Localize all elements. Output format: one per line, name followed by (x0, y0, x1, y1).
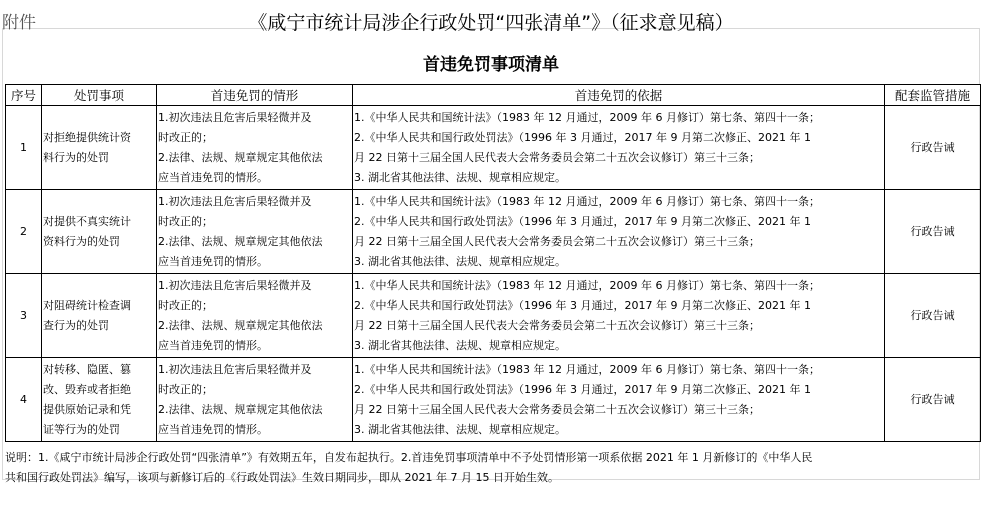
situation-line: 2.法律、法规、规章规定其他依法 (158, 318, 323, 332)
row-situation (157, 274, 353, 358)
row-no: 4 (6, 358, 42, 442)
table-row (6, 190, 981, 274)
basis-line: 月 22 日第十三届全国人民代表大会常务委员会第二十五次会议修订）第三十三条； (354, 150, 760, 164)
basis-line: 月 22 日第十三届全国人民代表大会常务委员会第二十五次会议修订）第三十三条； (354, 318, 760, 332)
header-no: 序号 (6, 85, 42, 106)
row-basis (353, 190, 885, 274)
row-item (42, 358, 157, 442)
basis-line: 2.《中华人民共和国行政处罚法》（1996 年 3 月通过，2017 年 9 月第二次修正、2021 年 1 (354, 130, 811, 144)
row-item (42, 106, 157, 190)
basis-line: 1.《中华人民共和国统计法》（1983 年 12 月通过，2009 年 6 月修订）第七条、第四十一条； (354, 194, 820, 208)
attachment-label: 附件 (2, 13, 36, 33)
basis-line: 1.《中华人民共和国统计法》（1983 年 12 月通过，2009 年 6 月修订）第七条、第四十一条； (354, 110, 820, 124)
header-measure: 配套监管措施 (885, 85, 981, 106)
row-situation (157, 106, 353, 190)
situation-line: 应当首违免罚的情形。 (158, 338, 268, 352)
item-line: 资料行为的处罚 (43, 234, 120, 248)
table-row (6, 106, 981, 190)
item-line: 证等行为的处罚 (43, 422, 120, 436)
row-no: 2 (6, 190, 42, 274)
row-no: 3 (6, 274, 42, 358)
row-measure: 行政告诫 (885, 190, 981, 274)
row-no: 1 (6, 106, 42, 190)
item-line: 对拒绝提供统计资 (43, 130, 131, 144)
basis-line: 2.《中华人民共和国行政处罚法》（1996 年 3 月通过，2017 年 9 月第二次修正、2021 年 1 (354, 214, 811, 228)
situation-line: 时改正的； (158, 130, 213, 144)
row-basis (353, 358, 885, 442)
basis-line: 月 22 日第十三届全国人民代表大会常务委员会第二十五次会议修订）第三十三条； (354, 234, 760, 248)
basis-line: 3. 湖北省其他法律、法规、规章相应规定。 (354, 338, 566, 352)
basis-line: 月 22 日第十三届全国人民代表大会常务委员会第二十五次会议修订）第三十三条； (354, 402, 760, 416)
basis-line: 2.《中华人民共和国行政处罚法》（1996 年 3 月通过，2017 年 9 月第二次修正、2021 年 1 (354, 298, 811, 312)
row-measure: 行政告诫 (885, 106, 981, 190)
situation-line: 2.法律、法规、规章规定其他依法 (158, 234, 323, 248)
table-row (6, 358, 981, 442)
situation-line: 时改正的； (158, 298, 213, 312)
item-line: 料行为的处罚 (43, 150, 109, 164)
situation-line: 1.初次违法且危害后果轻微并及 (158, 278, 312, 292)
situation-line: 应当首违免罚的情形。 (158, 254, 268, 268)
situation-line: 2.法律、法规、规章规定其他依法 (158, 402, 323, 416)
situation-line: 2.法律、法规、规章规定其他依法 (158, 150, 323, 164)
row-basis (353, 274, 885, 358)
item-line: 对提供不真实统计 (43, 214, 131, 228)
situation-line: 1.初次违法且危害后果轻微并及 (158, 110, 312, 124)
basis-line: 2.《中华人民共和国行政处罚法》（1996 年 3 月通过，2017 年 9 月第二次修正、2021 年 1 (354, 382, 811, 396)
item-line: 对转移、隐匿、篡 (43, 362, 131, 376)
table-header-row (6, 85, 981, 106)
table-row (6, 274, 981, 358)
list-title: 首违免罚事项清单 (423, 55, 559, 75)
footnote-line: 共和国行政处罚法》编写，该项与新修订后的《行政处罚法》生效日期同步，即从 2021 年 7 月 15 日开始生效。 (5, 471, 559, 484)
item-line: 提供原始记录和凭 (43, 402, 131, 416)
row-item (42, 190, 157, 274)
row-measure: 行政告诫 (885, 358, 981, 442)
basis-line: 3. 湖北省其他法律、法规、规章相应规定。 (354, 422, 566, 436)
row-measure: 行政告诫 (885, 274, 981, 358)
situation-line: 时改正的； (158, 214, 213, 228)
situation-line: 时改正的； (158, 382, 213, 396)
situation-line: 应当首违免罚的情形。 (158, 422, 268, 436)
basis-line: 1.《中华人民共和国统计法》（1983 年 12 月通过，2009 年 6 月修订）第七条、第四十一条； (354, 362, 820, 376)
main-title: 《咸宁市统计局涉企行政处罚“四张清单”》（征求意见稿） (248, 12, 734, 34)
situation-line: 应当首违免罚的情形。 (158, 170, 268, 184)
header-situation: 首违免罚的情形 (157, 85, 353, 106)
header-item: 处罚事项 (42, 85, 157, 106)
basis-line: 3. 湖北省其他法律、法规、规章相应规定。 (354, 170, 566, 184)
situation-line: 1.初次违法且危害后果轻微并及 (158, 194, 312, 208)
item-line: 改、毁弃或者拒绝 (43, 382, 131, 396)
row-basis (353, 106, 885, 190)
penalty-table (5, 84, 981, 442)
item-line: 对阻碍统计检查调 (43, 298, 131, 312)
footnote (5, 448, 980, 488)
row-item (42, 274, 157, 358)
footnote-line: 说明：1.《咸宁市统计局涉企行政处罚“四张清单”》有效期五年，自发布起执行。2.首违免罚事项清单中不予处罚情形第一项系依据 2021 年 1 月新修订的《中华人民 (5, 451, 813, 464)
basis-line: 1.《中华人民共和国统计法》（1983 年 12 月通过，2009 年 6 月修订）第七条、第四十一条； (354, 278, 820, 292)
row-situation (157, 190, 353, 274)
situation-line: 1.初次违法且危害后果轻微并及 (158, 362, 312, 376)
row-situation (157, 358, 353, 442)
header-basis: 首违免罚的依据 (353, 85, 885, 106)
basis-line: 3. 湖北省其他法律、法规、规章相应规定。 (354, 254, 566, 268)
item-line: 查行为的处罚 (43, 318, 109, 332)
